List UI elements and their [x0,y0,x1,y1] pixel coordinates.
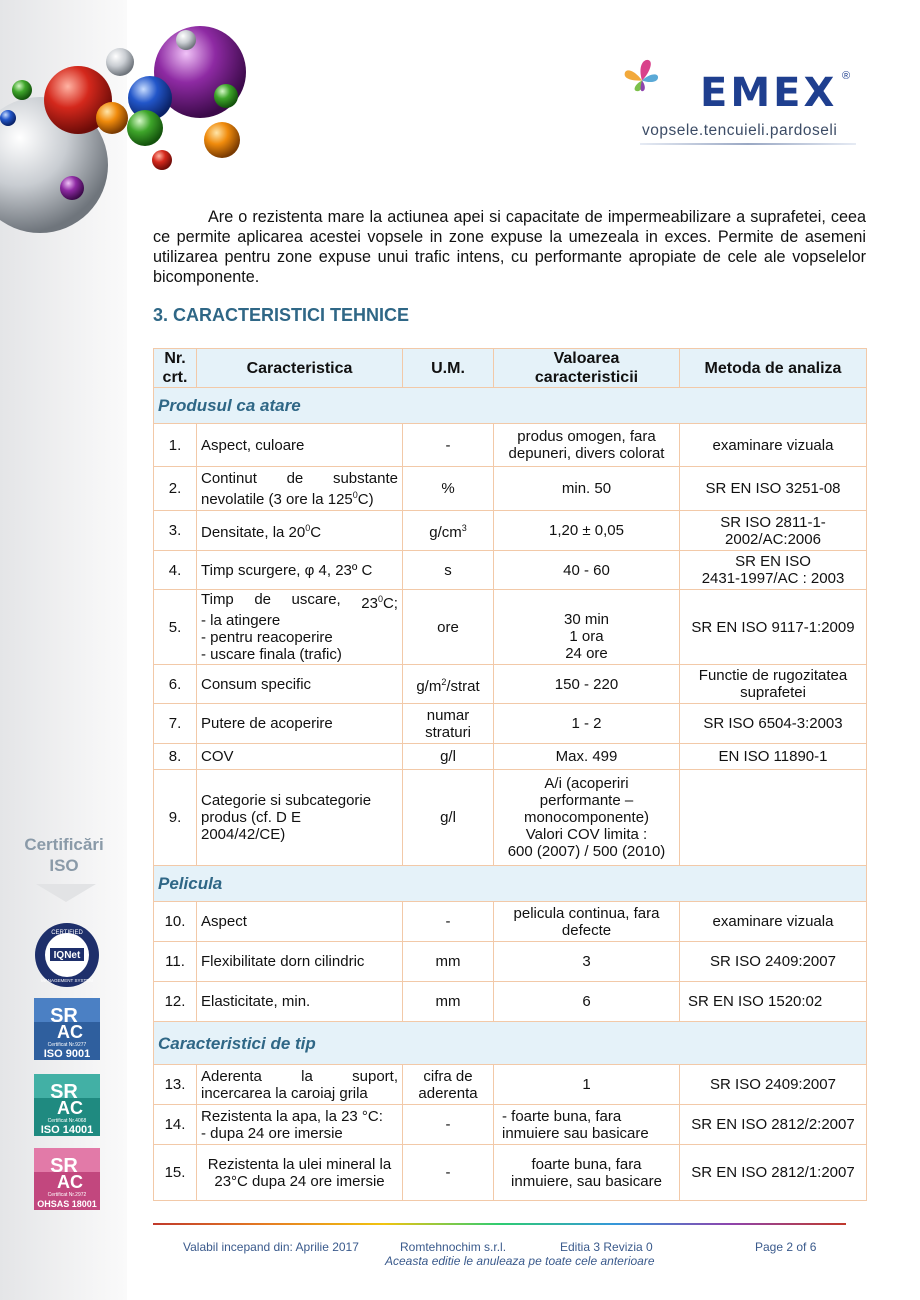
svg-text:Certificat Nr.9277: Certificat Nr.9277 [47,1042,87,1048]
row-caracteristica: Putere de acoperire [197,704,403,744]
table-row [154,511,867,551]
row-um: g/l [403,770,494,866]
table-row [154,590,867,665]
brand-tagline: vopsele.tencuieli.pardoseli [642,122,838,139]
row-um: - [403,1145,494,1201]
cert-title-line: Certificări [24,835,104,854]
row-um: ore [403,590,494,665]
row-valoare: pelicula continua, fara defecte [494,902,680,942]
footer-edition: Editia 3 Revizia 0 [560,1240,653,1254]
row-caracteristica: Timp de uscare, $23^0C$; - la atingere - pentru reacoperire - uscare finala (trafic) [197,590,403,665]
table-row [154,551,867,590]
row-metoda: SR ISO 6504-3:2003 [680,704,867,744]
svg-text:AC: AC [57,1098,83,1118]
table-row [154,770,867,866]
footer-page-number: Page 2 of 6 [755,1240,817,1254]
row-valoare: 40 - 60 [494,551,680,590]
row-valoare: A/i (acoperiri performante – monocomponente) Valori COV limita : 600 (2007) / 500 (2010) [494,770,680,866]
row-nr: 5. [154,590,197,665]
row-valoare: 3 [494,942,680,982]
technical-characteristics-table [153,348,867,1201]
row-metoda: SR EN ISO 2431-1997/AC : 2003 [680,551,867,590]
footer-valid-date: Valabil incepand din: Aprilie 2017 [183,1240,359,1254]
table-row [154,424,867,467]
header-nr: Nr. crt. [154,349,197,388]
group-label: Caracteristici de tip [154,1022,867,1065]
row-caracteristica: Rezistenta la apa, la 23 °C: - dupa 24 ore imersie [197,1105,403,1145]
row-um: mm [403,942,494,982]
row-caracteristica: Rezistenta la ulei mineral la 23°C dupa 24 ore imersie [197,1145,403,1201]
row-valoare: 30 min 1 ora 24 ore [494,590,680,665]
row-valoare: Max. 499 [494,744,680,770]
row-metoda [680,770,867,866]
row-um: - [403,1105,494,1145]
row-caracteristica: Continut de substante nevolatile (3 ore la $125^0C$) [197,467,403,511]
header-valoarea: Valoarea caracteristicii [494,349,680,388]
registered-mark: ® [842,70,851,82]
footer-note: Aceasta editie le anuleaza pe toate cele anterioare [385,1254,655,1268]
row-caracteristica: Elasticitate, min. [197,982,403,1022]
row-nr: 6. [154,665,197,704]
group-row [154,1022,867,1065]
row-metoda: EN ISO 11890-1 [680,744,867,770]
row-valoare: produs omogen, fara depuneri, divers colorat [494,424,680,467]
group-label: Produsul ca atare [154,388,867,424]
row-valoare: foarte buna, fara inmuiere, sau basicare [494,1145,680,1201]
row-um: mm [403,982,494,1022]
row-metoda: SR EN ISO 1520:02 [680,982,867,1022]
row-caracteristica: Consum specific [197,665,403,704]
svg-text:OHSAS 18001: OHSAS 18001 [37,1199,97,1209]
row-metoda: SR ISO 2409:2007 [680,942,867,982]
header-metoda: Metoda de analiza [680,349,867,388]
table-row [154,982,867,1022]
svg-text:AC: AC [57,1172,83,1192]
row-um: g/l [403,744,494,770]
svg-text:Certificat Nr.4068: Certificat Nr.4068 [47,1118,87,1124]
section-title: 3. CARACTERISTICI TEHNICE [153,305,410,325]
brand-name: EMEX [700,70,838,116]
table-row [154,665,867,704]
table-row [154,1145,867,1201]
table-row [154,1105,867,1145]
row-caracteristica: Aspect [197,902,403,942]
footer-divider [153,1223,846,1225]
row-nr: 10. [154,902,197,942]
row-um: s [403,551,494,590]
row-um: - [403,902,494,942]
row-metoda: SR ISO 2811-1- 2002/AC:2006 [680,511,867,551]
intro-paragraph: Are o rezistenta mare la actiunea apei si capacitate de impermeabilizare a suprafetei, ceea ce permite aplicarea acestei vopsele in zone expuse la umezeala in exces. Permite de asemeni utilizarea pentru zone expuse unui trafic intens, cu performante apropiate de cele ale vopselelor bicomponente. [153,208,866,286]
table-header-row [154,349,867,388]
row-nr: 11. [154,942,197,982]
srac-ohsas18001-icon [34,1148,100,1210]
butterfly-logo-icon [622,38,702,113]
down-arrow-icon [36,884,96,902]
svg-text:Certificat Nr.2972: Certificat Nr.2972 [47,1192,87,1198]
row-nr: 4. [154,551,197,590]
row-um: numar straturi [403,704,494,744]
row-metoda: SR EN ISO 2812/2:2007 [680,1105,867,1145]
row-metoda: Functie de rugozitatea suprafetei [680,665,867,704]
certifications-title [10,834,118,876]
row-valoare: 1 - 2 [494,704,680,744]
row-um: - [403,424,494,467]
row-nr: 9. [154,770,197,866]
svg-text:AC: AC [57,1022,83,1042]
svg-text:SR: SR [50,1155,78,1177]
row-um: % [403,467,494,511]
row-metoda: examinare vizuala [680,424,867,467]
row-nr: 7. [154,704,197,744]
row-valoare: 150 - 220 [494,665,680,704]
row-um: $g/m^2$/strat [403,665,494,704]
table-row [154,704,867,744]
row-nr: 12. [154,982,197,1022]
row-caracteristica: Categorie si subcategorie produs (cf. D E 2004/42/CE) [197,770,403,866]
svg-text:SR: SR [50,1005,78,1027]
srac-iso9001-icon [34,998,100,1060]
table-row [154,467,867,511]
table-row [154,744,867,770]
svg-text:MANAGEMENT SYSTEM: MANAGEMENT SYSTEM [41,978,93,983]
table-row [154,1065,867,1105]
row-nr: 8. [154,744,197,770]
group-row [154,388,867,424]
row-um: cifra de aderenta [403,1065,494,1105]
decorative-spheres-image [0,0,250,240]
row-metoda: SR ISO 2409:2007 [680,1065,867,1105]
group-label: Pelicula [154,866,867,902]
row-caracteristica: Flexibilitate dorn cilindric [197,942,403,982]
table-row [154,902,867,942]
sidebar [0,0,127,1300]
row-valoare: min. 50 [494,467,680,511]
table-row [154,942,867,982]
row-metoda: SR EN ISO 3251-08 [680,467,867,511]
row-nr: 15. [154,1145,197,1201]
row-valoare: 1,20 ± 0,05 [494,511,680,551]
svg-text:IQNet: IQNet [53,950,81,961]
row-metoda: SR EN ISO 9117-1:2009 [680,590,867,665]
row-metoda: examinare vizuala [680,902,867,942]
iqnet-certified-icon [34,922,100,988]
svg-text:SR: SR [50,1081,78,1103]
cert-title-line: ISO [49,856,79,875]
row-nr: 1. [154,424,197,467]
row-caracteristica: COV [197,744,403,770]
row-valoare: 1 [494,1065,680,1105]
row-caracteristica: Densitate, la $20^0C$ [197,511,403,551]
row-caracteristica: Aspect, culoare [197,424,403,467]
header-caracteristica: Caracteristica [197,349,403,388]
row-valoare: - foarte buna, fara inmuiere sau basicare [494,1105,680,1145]
row-caracteristica: Aderenta la suport, incercarea la caroiaj grila [197,1065,403,1105]
row-nr: 13. [154,1065,197,1105]
srac-iso14001-icon [34,1074,100,1136]
row-metoda: SR EN ISO 2812/1:2007 [680,1145,867,1201]
header-um: U.M. [403,349,494,388]
svg-text:ISO 9001: ISO 9001 [43,1048,91,1060]
row-caracteristica: Timp scurgere, φ 4, 23º C [197,551,403,590]
svg-text:CERTIFIED: CERTIFIED [51,930,83,936]
tagline-underline [640,143,856,145]
row-nr: 2. [154,467,197,511]
group-row [154,866,867,902]
row-nr: 3. [154,511,197,551]
svg-text:ISO 14001: ISO 14001 [40,1124,94,1136]
row-um: $g/cm^3$ [403,511,494,551]
row-nr: 14. [154,1105,197,1145]
row-valoare: 6 [494,982,680,1022]
footer-company: Romtehnochim s.r.l. [400,1240,507,1254]
